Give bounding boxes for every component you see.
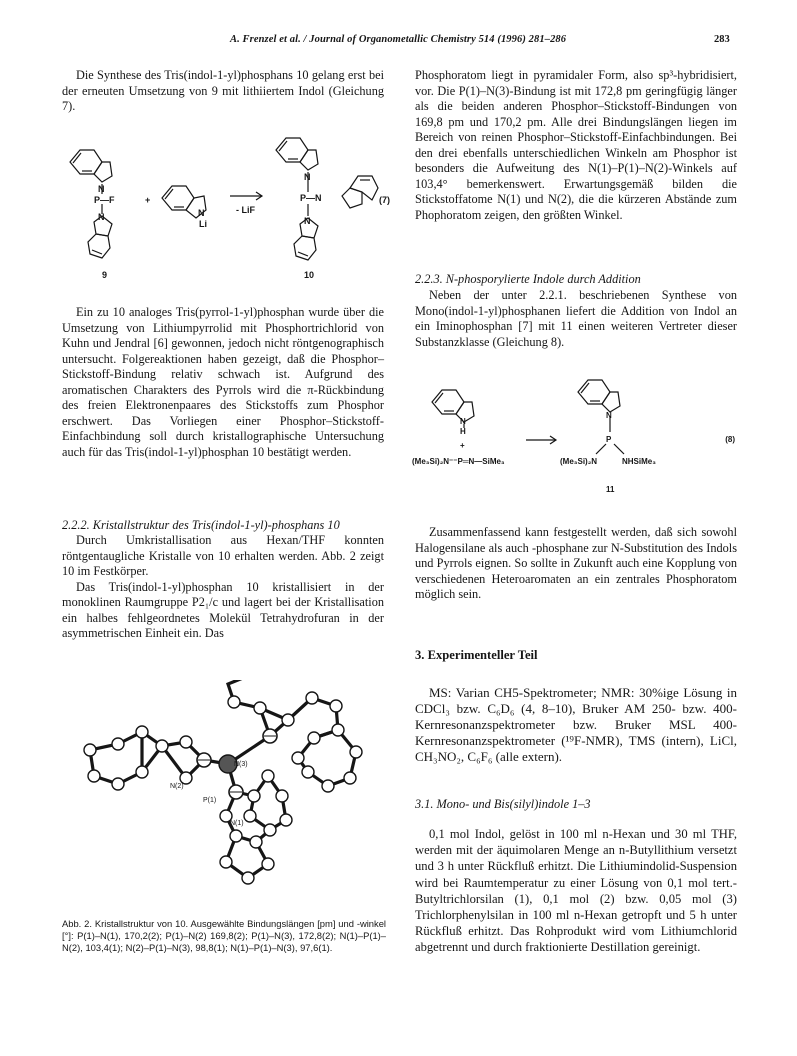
eq7-pf: P—F [94, 195, 115, 205]
intro-paragraph: Die Synthese des Tris(indol-1-yl)phosphans 10 gelang erst bei der erneuten Umsetzung von 9 mit lithiiertem Indol (Gleichung 7). [62, 68, 384, 113]
page-number: 283 [714, 34, 730, 45]
section-222-title: 2.2.2. Kristallstruktur des Tris(indol-1-yl)-phosphans 10 [62, 518, 340, 532]
eq8-left-sub: (Me₃Si)₂N [560, 457, 598, 466]
eq8-number: (8) [725, 435, 735, 444]
eq7-n-f: N [304, 216, 311, 226]
eq7-n-c: N [198, 208, 205, 218]
indole-product [578, 380, 620, 412]
eq8-right-sub: NHSiMe₃ [622, 457, 656, 466]
eq8-n-prod: N [606, 411, 612, 420]
eq7-n-b: N [98, 212, 105, 222]
crystal-structure-figure [60, 680, 390, 890]
equation-8 [410, 372, 740, 502]
indole-bottom-9 [88, 216, 112, 258]
eq8-reagent: (Me₃Si)₂N⁻⁻P═N—SiMe₃ [412, 457, 505, 466]
eq8-plus: + [460, 441, 465, 450]
section-222-body: Durch Umkristallisation aus Hexan/THF konnten röntgentaugliche Kristalle von 10 erhalten werden. Abb. 2 zeigt 10 im Festkörper. Das Tris(indol-1-yl)phosphan 10 kristallisiert in der monoklinen Raumgruppe P2₁/c und lagert bei der Kristallisation ein halbes fehlgeordnetes Molekül Tetrahydrofuran in der asymmetrischen Einheit ein. Das [62, 533, 384, 640]
section-31-title: 3.1. Mono- und Bis(silyl)indole 1–3 [415, 797, 591, 811]
right-top-paragraph: Phosphoratom liegt in pyramidaler Form, also sp³-hybridisiert, vor. Die P(1)–N(3)-Bindung ist mit 172,8 pm geringfügig länger als die beiden anderen Phosphor–Stickstoff-Bindungen von 169,8 pm und 170,2 pm. Alle drei Bindungslängen liegen im Bereich von reinen Phosphor–Stickstoff-Einfachbindungen. Bei den drei ebenfalls unterschiedlichen Winkeln am Phosphor ist besonders die Aufweitung des N(1)–P(1)–N(2)-Winkels auf 103,4° bemerkenswert. Erwartungsgemäß bilden die Stickstoffatome N(1) und N(2), die die kürzeren Abstände zum Phophoratom zeigen, den größten Winkel. [415, 68, 737, 222]
label-11: 11 [606, 485, 615, 494]
label-p1: P(1) [203, 797, 217, 804]
eq7-number: (7) [379, 195, 390, 205]
running-title: A. Frenzel et al. / Journal of Organometallic Chemistry 514 (1996) 281–286 [230, 34, 567, 45]
label-9: 9 [102, 270, 108, 280]
label-n3: N(3) [234, 761, 248, 768]
eq8-n: N [460, 417, 466, 426]
section-223-title: 2.2.3. N-phosporylierte Indole durch Addition [415, 272, 641, 286]
figure-caption: Abb. 2. Kristallstruktur von 10. Ausgewählte Bindungslängen [pm] und -winkel [°]: P(1)–N(1), 170,2(2); P(1)–N(2) 169,8(2); P(1)–N(3), 172,8(2); N(1)–P(1)–N(2), 103,4(1); N(2)–P(1)–N(3), 98,8(1); N(1)–P(1)–N(3), 97,6(1). [62, 918, 386, 953]
eq7-lif: - LiF [236, 205, 255, 215]
label-10: 10 [304, 270, 315, 280]
section-3-title: 3. Experimenteller Teil [415, 648, 538, 662]
eq8-h: H [460, 427, 466, 436]
eq7-n-d: N [304, 172, 311, 182]
indole-top-10 [276, 138, 318, 170]
label-n2: N(2) [170, 783, 184, 790]
section-223-body: Neben der unter 2.2.1. beschriebenen Synthese von Mono(indol-1-yl)phosphanen liefert die Addition von Indol an ein Iminophosphan [7] mit 11 einen weiteren Vertreter dieser Substanzklasse (Gleichung 8). [415, 288, 737, 349]
eq7-pn: P—N [300, 193, 322, 203]
ms-paragraph: MS: Varian CH5-Spektrometer; NMR: 30%ige Lösung in CDCl₃ bzw. C₆D₆ (4, 8–10), Bruker AM 250- bzw. 400-Kernresonanzspektrometer bzw. Bruker MSL 400-Kernresonanzspektrometer (¹⁹F-NMR), TMS (intern), LiCl, CH₃NO₂, C₆F₆ (alle extern). [415, 685, 737, 764]
eq7-n-a: N [98, 184, 105, 194]
pyrrol-paragraph: Ein zu 10 analoges Tris(pyrrol-1-yl)phosphan wurde über die Umsetzung von Lithiumpyrrolid mit Phosphortrichlorid von Kuhn und Jendral [6] gewonnen, jedoch nicht röntgenographisch untersucht. Folgereaktionen haben gezeigt, daß die Phosphor–Stickstoff-Bindung relativ schwach ist. Aufgrund des aromatischen Charakters des Pyrrols wird die π-Rückbindung des freien Elektronenpaares des Stickstoffs zum Phosphor erschwert. Das Vorliegen einer Phosphor–Stickstoff-Einfachbindung soll durch kristallographische Untersuchung auch für das Tris(indol-1-yl)phosphan 10 bestätigt werden. [62, 305, 384, 459]
indole-top-9 [70, 150, 112, 182]
indole-right-10 [342, 176, 378, 208]
summary-paragraph: Zusammenfassend kann festgestellt werden, daß sich sowohl Halogensilane als auch -phosphane zur N-Substitution des Indols und Pyrrols eignen. So sollte in Zukunft auch eine Kopplung von verschiedenen Heteroaromaten an ein zentrales Phosphoratom möglich sein. [415, 525, 737, 601]
eq7-plus: + [145, 195, 151, 205]
equation-7 [58, 130, 398, 280]
eq8-p: P [606, 435, 612, 444]
label-n1: N(1) [230, 820, 244, 827]
eq7-li: Li [199, 219, 207, 229]
indole-h [432, 390, 474, 422]
section-31-body: 0,1 mol Indol, gelöst in 100 ml n-Hexan und 30 ml THF, werden mit der äquimolaren Menge an n-Butyllithium versetzt und 3 h unter Rückfluß erhitzt. Die Lithiumindolid-Suspension wird bei Raumtemperatur zu einer Lösung von 0,1 mol tert.-Butyltrichlorsilan (1), 0,1 mol (2) bzw. 0,05 mol (3) Trichlorphenylsilan in 100 ml n-Hexan getropft und 5 h unter Rückfluß erhitzt. Das Rohprodukt wird vom Lithiumchlorid abgetrennt und durch fraktionierte Destillation gereinigt. [415, 827, 737, 955]
